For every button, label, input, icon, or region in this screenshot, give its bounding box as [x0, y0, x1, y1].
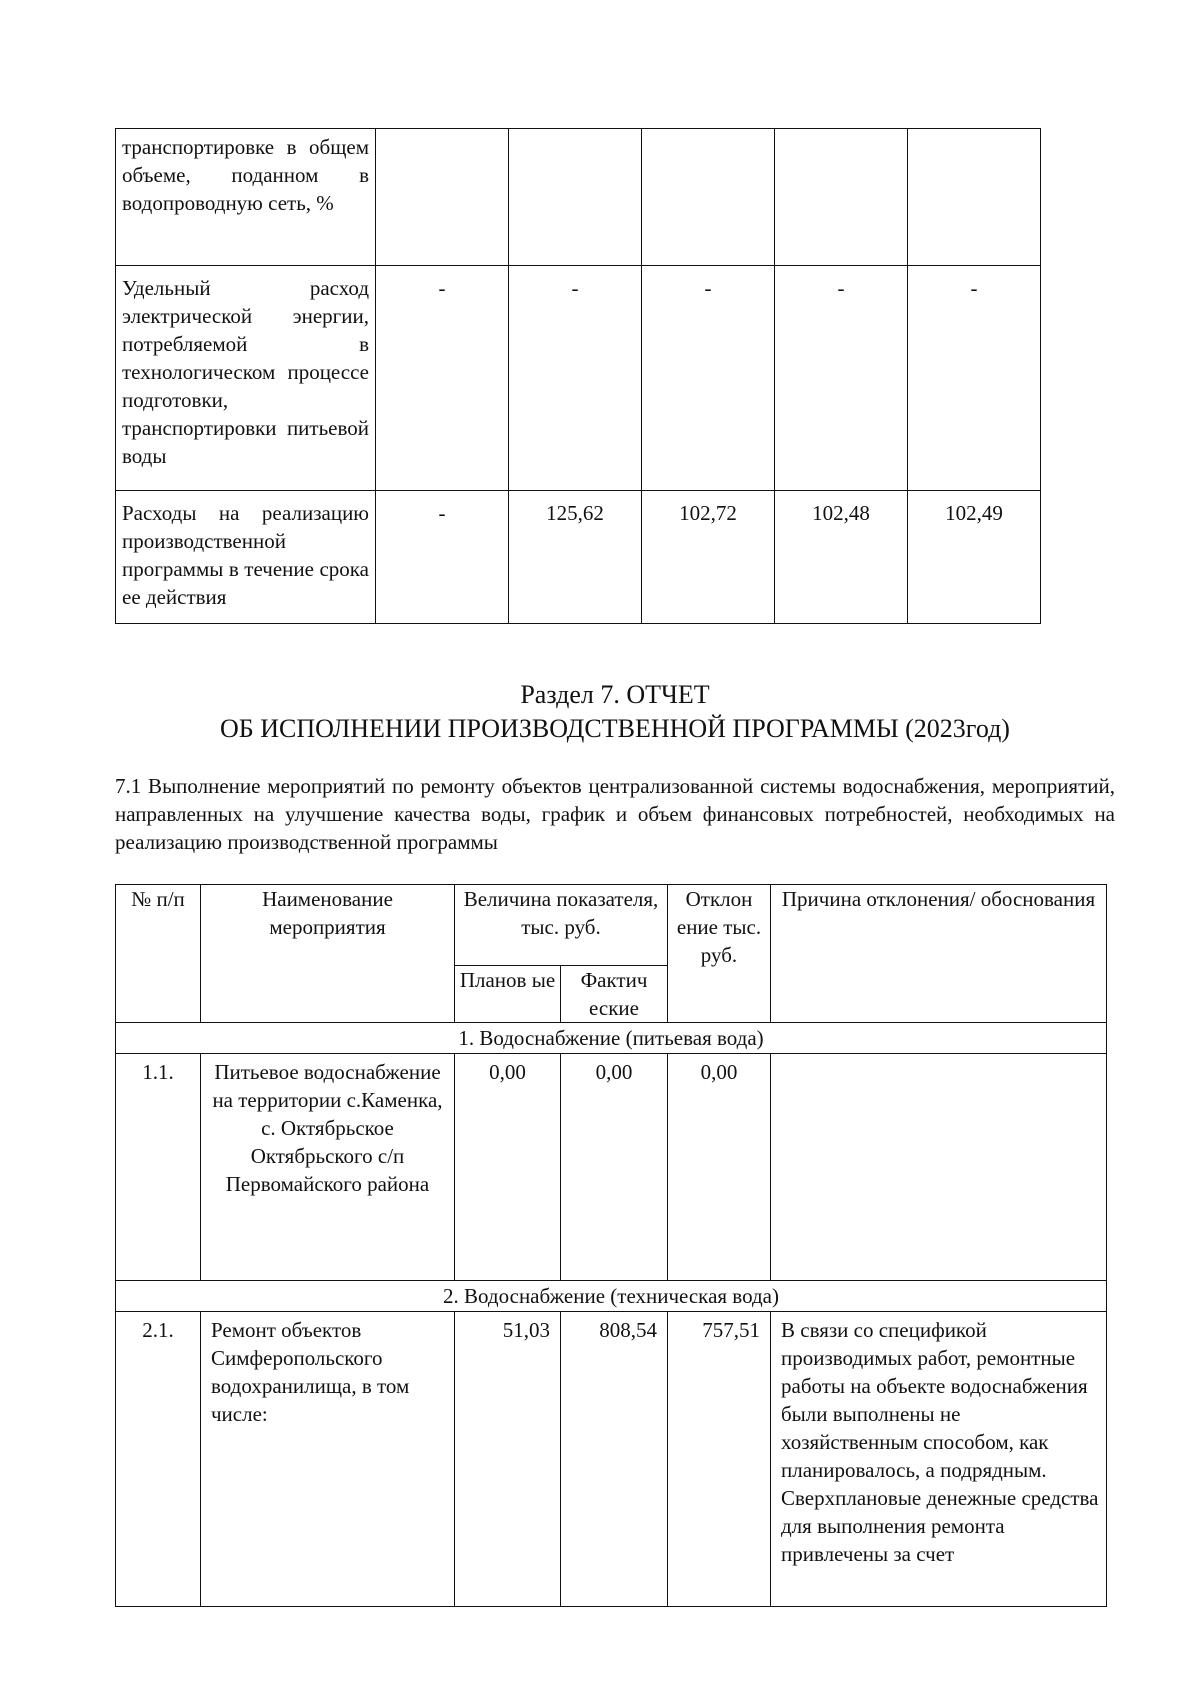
- indicator-value: 102,49: [908, 491, 1041, 624]
- indicator-label: Расходы на реализацию производственной программы в течение срока ее действия: [116, 491, 376, 624]
- indicator-value: -: [908, 266, 1041, 491]
- indicator-value: [775, 129, 908, 266]
- row-name: Ремонт объектов Симферопольского водохранилища, в том числе:: [201, 1312, 455, 1607]
- row-reason: [771, 1054, 1107, 1281]
- row-deviation: 0,00: [668, 1054, 771, 1281]
- intro-paragraph: 7.1 Выполнение мероприятий по ремонту объектов централизованной системы водоснабжения, мероприятий, направленных на улучшение качества воды, график и объем финансовых потребностей, необходимых на реализацию производственной программы: [115, 774, 1115, 854]
- header-name: Наименование мероприятия: [201, 885, 455, 1023]
- row-reason: В связи со спецификой производимых работ, ремонтные работы на объекте водоснабжения были выполнены не хозяйственным способом, как планировалось, а подрядным. Сверхплановые денежные средства для выполнения ремонта привлечены за счет: [771, 1312, 1107, 1607]
- row-planned: 51,03: [455, 1312, 561, 1607]
- table-row: [116, 1054, 1107, 1281]
- row-name: Питьевое водоснабжение на территории с.Каменка, с. Октябрьское Октябрьского с/п Первомайского района: [201, 1054, 455, 1281]
- table-row: [116, 1312, 1107, 1607]
- section-subtitle: ОБ ИСПОЛНЕНИИ ПРОИЗВОДСТВЕННОЙ ПРОГРАММЫ (2023год): [220, 714, 1010, 743]
- report-table: [115, 884, 1107, 1607]
- row-planned: 0,00: [455, 1054, 561, 1281]
- indicator-value: 125,62: [509, 491, 642, 624]
- indicator-value: -: [376, 266, 509, 491]
- indicator-value: -: [509, 266, 642, 491]
- section-heading: 2. Водоснабжение (техническая вода): [116, 1281, 1107, 1312]
- indicators-table: [115, 128, 1041, 624]
- table-row: [116, 266, 1041, 491]
- row-actual: 0,00: [561, 1054, 668, 1281]
- header-planned: Планов ые: [455, 966, 561, 1023]
- indicator-value: [642, 129, 775, 266]
- table-row: [116, 491, 1041, 624]
- header-reason: Причина отклонения/ обоснования: [771, 885, 1107, 1023]
- indicator-value: [376, 129, 509, 266]
- header-deviation: Отклон ение тыс. руб.: [668, 885, 771, 1023]
- indicator-value: 102,72: [642, 491, 775, 624]
- indicator-value: -: [642, 266, 775, 491]
- section-row: [116, 1281, 1107, 1312]
- header-num: № п/п: [116, 885, 201, 1023]
- row-deviation: 757,51: [668, 1312, 771, 1607]
- section-heading: 1. Водоснабжение (питьевая вода): [116, 1023, 1107, 1054]
- indicator-label: транспортировке в общем объеме, поданном в водопроводную сеть, %: [116, 129, 376, 266]
- header-value: Величина показателя, тыс. руб.: [455, 885, 668, 966]
- indicator-value: [509, 129, 642, 266]
- indicator-value: [908, 129, 1041, 266]
- header-actual: Фактич еские: [561, 966, 668, 1023]
- indicator-value: 102,48: [775, 491, 908, 624]
- indicator-label: Удельный расход электрической энергии, потребляемой в технологическом процессе подготовки, транспортировки питьевой воды: [116, 266, 376, 491]
- indicator-value: -: [775, 266, 908, 491]
- row-actual: 808,54: [561, 1312, 668, 1607]
- section-title: Раздел 7. ОТЧЕТ: [520, 680, 710, 709]
- row-num: 1.1.: [116, 1054, 201, 1281]
- section-row: [116, 1023, 1107, 1054]
- table-row: [116, 129, 1041, 266]
- indicator-value: -: [376, 491, 509, 624]
- row-num: 2.1.: [116, 1312, 201, 1607]
- header-row: [116, 885, 1107, 966]
